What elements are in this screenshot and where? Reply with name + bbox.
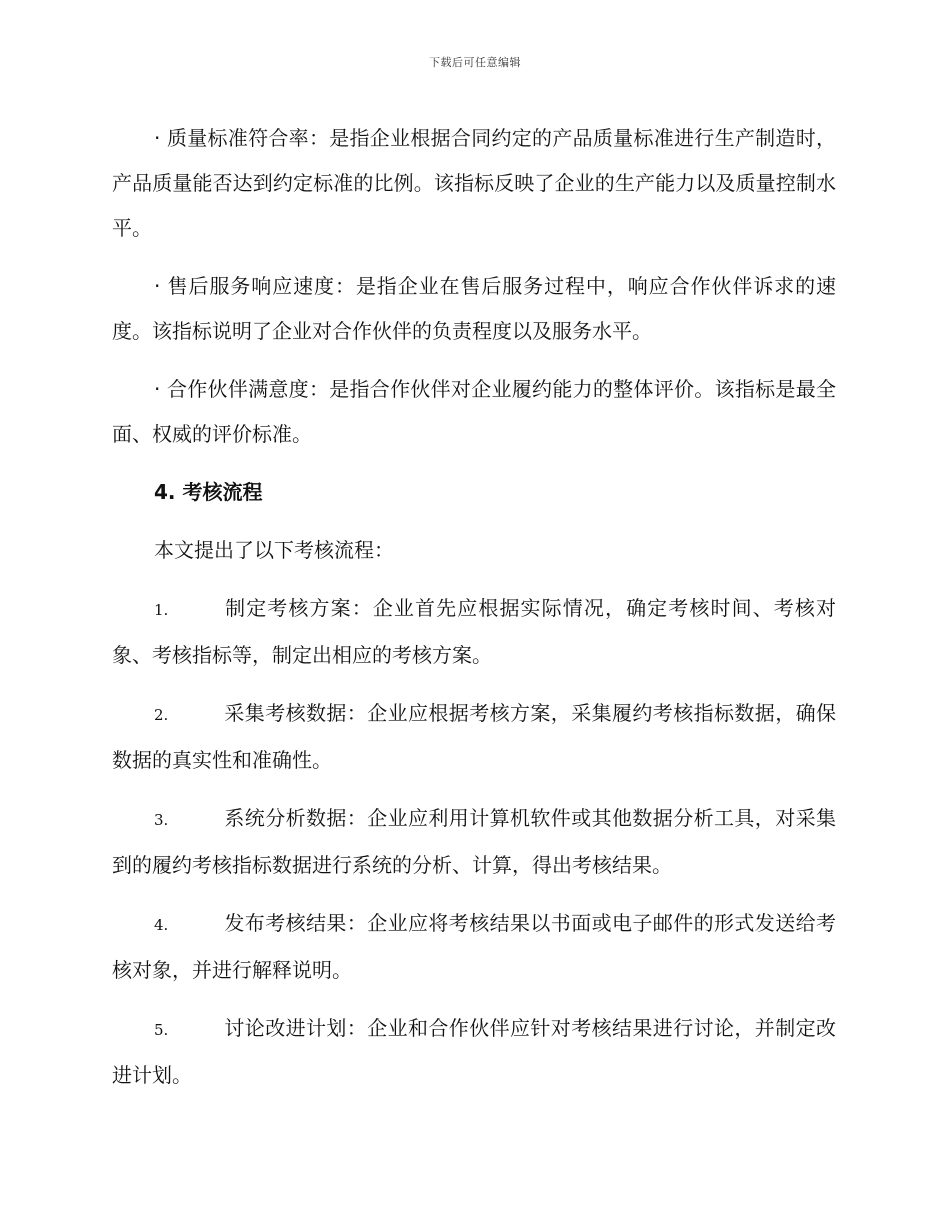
document-body xyxy=(112,116,836,1111)
bullet-after-sales-response: · 售后服务响应速度：是指企业在售后服务过程中，响应合作伙伴诉求的速度。该指标说明了企业对合作伙伴的负责程度以及服务水平。 xyxy=(112,274,836,343)
step-text: 讨论改进计划：企业和合作伙伴应针对考核结果进行讨论，并制定改进计划。 xyxy=(112,1016,836,1087)
page-header-note: 下载后可任意编辑 xyxy=(429,56,521,69)
step-number: 4. xyxy=(154,916,169,934)
step-number: 3. xyxy=(154,811,169,829)
section-heading: 4. 考核流程 xyxy=(154,480,263,504)
bullet-quality-compliance: · 质量标准符合率：是指企业根据合同约定的产品质量标准进行生产制造时，产品质量能否达到约定标准的比例。该指标反映了企业的生产能力以及质量控制水平。 xyxy=(112,126,836,240)
process-step-3 xyxy=(112,796,836,888)
step-text: 制定考核方案：企业首先应根据实际情况，确定考核时间、考核对象、考核指标等，制定出相应的考核方案。 xyxy=(112,596,836,667)
process-step-1 xyxy=(112,586,836,678)
process-step-2 xyxy=(112,691,836,783)
bullet-partner-satisfaction: · 合作伙伴满意度：是指合作伙伴对企业履约能力的整体评价。该指标是最全面、权威的评价标准。 xyxy=(112,377,836,446)
step-text: 系统分析数据：企业应利用计算机软件或其他数据分析工具，对采集到的履约考核指标数据进行系统的分析、计算，得出考核结果。 xyxy=(112,806,836,877)
step-text: 发布考核结果：企业应将考核结果以书面或电子邮件的形式发送给考核对象，并进行解释说明。 xyxy=(112,911,836,982)
process-step-5 xyxy=(112,1006,836,1098)
step-text: 采集考核数据：企业应根据考核方案，采集履约考核指标数据，确保数据的真实性和准确性。 xyxy=(112,701,836,772)
step-number: 5. xyxy=(154,1021,169,1039)
process-step-4 xyxy=(112,901,836,993)
step-number: 2. xyxy=(154,706,169,724)
section-intro: 本文提出了以下考核流程： xyxy=(154,538,394,562)
step-number: 1. xyxy=(154,601,169,619)
